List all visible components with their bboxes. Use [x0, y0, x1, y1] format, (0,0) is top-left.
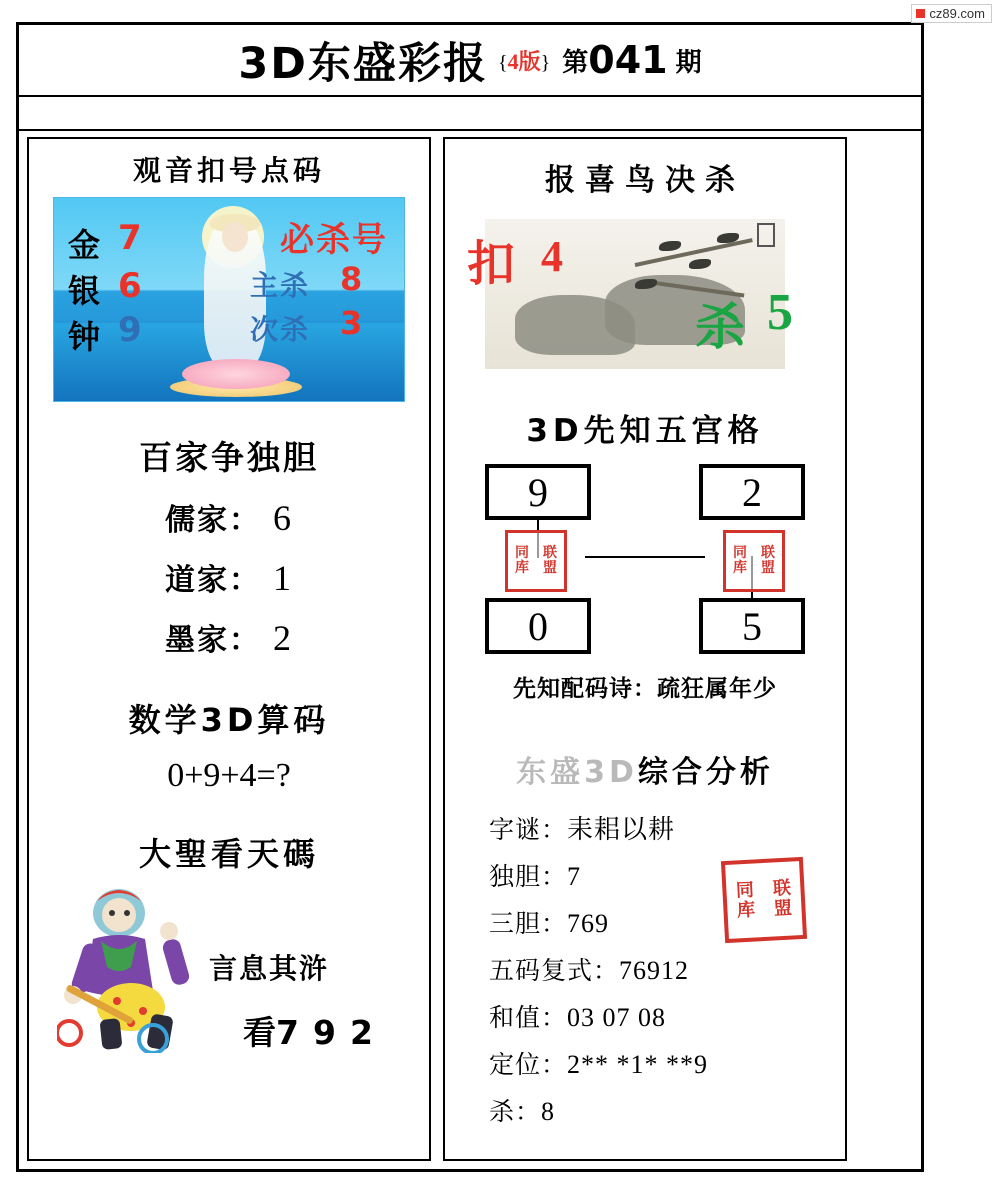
five-palace-grid	[485, 464, 805, 654]
baijia-row	[29, 555, 429, 599]
red-seal-stamp	[721, 857, 807, 943]
dasheng-kan-numbers	[243, 1007, 373, 1054]
prophecy-poem: 先知配码诗：疏狂属年少	[513, 676, 777, 702]
poster-frame	[16, 22, 924, 1172]
analysis-label: 三胆：	[489, 909, 568, 938]
must-kill-label: 必杀号	[280, 220, 388, 260]
bird-sha-label: 杀	[695, 298, 745, 356]
grid-cell-bottom-right: 5	[699, 598, 805, 654]
seal-char: 同	[733, 545, 747, 561]
analysis-label: 五码复式：	[489, 956, 620, 985]
poster-header	[19, 25, 921, 97]
analysis-value: 03 07 08	[567, 1003, 667, 1032]
guanyin-banner-image	[53, 197, 405, 402]
red-seal-stamp	[505, 530, 567, 592]
kan-number: 2	[349, 1013, 373, 1052]
analysis-row	[489, 1092, 845, 1128]
baijia-section-title: 百家争独胆	[139, 438, 319, 477]
main-kill-value: 8	[340, 260, 363, 298]
analysis-row	[489, 951, 845, 987]
analysis-row	[489, 809, 845, 846]
analysis-label: 和值：	[489, 1003, 568, 1032]
baijia-label: 墨家：	[165, 623, 261, 658]
analysis-title-grey: 东盛3D	[516, 755, 638, 790]
seal-char: 库	[733, 560, 747, 576]
seal-char: 联	[772, 877, 792, 900]
bird-icon	[659, 241, 681, 251]
seal-char: 盟	[773, 897, 793, 920]
issue-prefix: 第	[562, 47, 589, 78]
dasheng-illustration-block	[29, 879, 429, 1069]
page-title: 3D东盛彩报	[238, 38, 489, 89]
issue-suffix: 期	[675, 47, 702, 78]
watermark-square-icon	[916, 9, 925, 18]
gold-label: 金	[68, 226, 101, 264]
dasheng-section-title: 大聖看天碼	[138, 835, 319, 873]
seal-char: 联	[543, 545, 557, 561]
second-kill-label: 次杀	[250, 313, 311, 346]
issue-number: 041	[588, 38, 668, 82]
analysis-label: 独胆：	[489, 862, 568, 891]
lotus-base-inner	[182, 359, 290, 389]
bird-section-title: 报喜鸟决杀	[545, 163, 745, 198]
silver-value: 6	[118, 266, 142, 306]
silver-label: 银	[68, 272, 101, 310]
analysis-label: 定位：	[489, 1050, 568, 1079]
monkey-king-icon	[57, 883, 207, 1053]
seal-char: 盟	[543, 560, 557, 576]
gold-value: 7	[118, 218, 142, 258]
red-seal-stamp	[723, 530, 785, 592]
watermark-text: cz89.com	[929, 6, 985, 21]
grid-horizontal-line	[585, 556, 705, 558]
left-panel	[27, 137, 431, 1161]
analysis-label: 杀：	[489, 1097, 542, 1126]
analysis-row	[489, 1045, 845, 1081]
bird-kou-value: 4	[541, 232, 563, 281]
edition-badge	[498, 45, 550, 76]
analysis-value: 2** *1* **9	[567, 1050, 709, 1079]
seal-char: 同	[515, 545, 529, 561]
seal-char: 库	[736, 899, 756, 922]
baijia-value: 1	[273, 558, 293, 598]
math-equation: 0+9+4=?	[167, 757, 291, 794]
edition-close-brace: }	[540, 51, 551, 74]
edition-open-brace: {	[498, 51, 508, 74]
analysis-section-title	[445, 747, 845, 791]
seal-char: 同	[735, 879, 755, 902]
bird-kou-label: 扣	[467, 236, 516, 292]
analysis-label: 字谜：	[489, 815, 568, 844]
baijia-value: 2	[273, 618, 293, 658]
kan-number: 9	[312, 1013, 336, 1052]
seal-char: 联	[761, 545, 775, 561]
analysis-value: 769	[567, 909, 610, 938]
bird-sha-value: 5	[767, 284, 793, 341]
bird-illustration-block	[445, 203, 845, 393]
bell-value: 9	[118, 310, 142, 350]
bird-icon	[689, 259, 711, 269]
guanyin-section-title: 观音扣号点码	[132, 154, 325, 187]
baijia-row	[29, 615, 429, 659]
seal-char: 库	[515, 560, 529, 576]
site-watermark	[911, 4, 992, 23]
bell-label: 钟	[68, 318, 101, 356]
analysis-title-black: 综合分析	[637, 755, 774, 790]
seal-char: 盟	[761, 560, 775, 576]
math-section-title: 数学3D算码	[128, 701, 330, 739]
analysis-list	[489, 809, 845, 1128]
poster-body	[19, 131, 921, 1165]
seal-mark	[757, 223, 775, 247]
edition-label: 4版	[507, 48, 541, 74]
header-strip	[19, 97, 921, 131]
second-kill-value: 3	[340, 304, 363, 342]
baijia-label: 道家：	[165, 563, 261, 598]
analysis-value: 耒耜以耕	[567, 815, 676, 844]
baijia-label: 儒家：	[165, 503, 261, 538]
analysis-value: 8	[541, 1097, 556, 1126]
baijia-row	[29, 495, 429, 539]
kan-number: 7	[276, 1013, 299, 1052]
grid-cell-top-right: 2	[699, 464, 805, 520]
dasheng-phrase: 言息其浒	[209, 952, 330, 985]
main-kill-label: 主杀	[250, 269, 311, 302]
right-panel	[443, 137, 847, 1161]
guanyin-head	[222, 222, 248, 252]
analysis-row	[489, 998, 845, 1034]
wugong-section-title: 3D先知五宫格	[526, 413, 764, 449]
analysis-value: 7	[567, 862, 582, 891]
analysis-value: 76912	[619, 956, 690, 985]
baijia-value: 6	[273, 498, 293, 538]
kan-label: 看	[243, 1013, 276, 1052]
grid-cell-top-left: 9	[485, 464, 591, 520]
grid-cell-bottom-left: 0	[485, 598, 591, 654]
